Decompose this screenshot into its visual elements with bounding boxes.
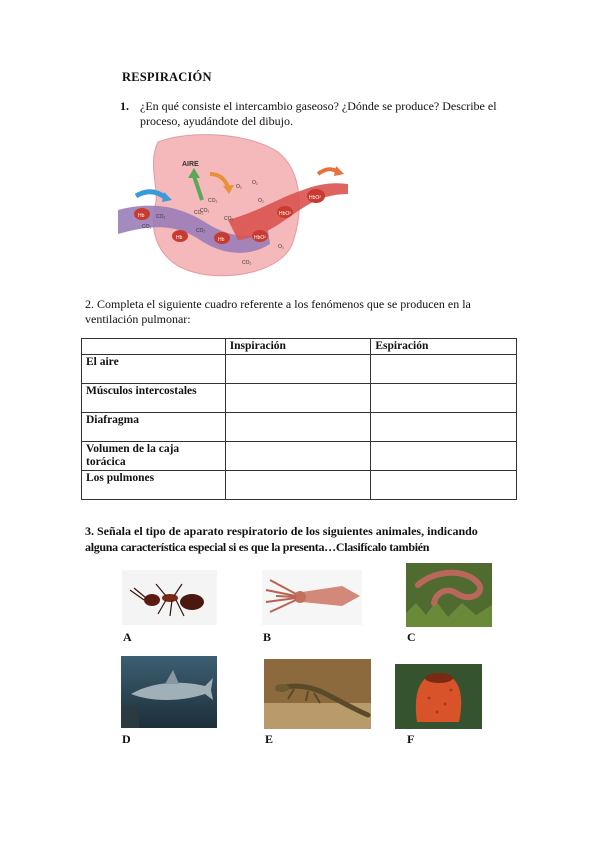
o2-label: O₂	[236, 184, 242, 190]
answer-cell[interactable]	[225, 471, 371, 500]
aire-label: AIRE	[182, 161, 199, 168]
animal-label-f: F	[407, 732, 415, 746]
question-3-line-1: 3. Señala el tipo de aparato respiratorio de los siguientes animales, indicando	[85, 524, 478, 538]
squid-photo	[262, 570, 362, 625]
table-row	[82, 442, 517, 471]
animal-label-d: D	[122, 732, 131, 746]
table-header-cell: Espiración	[371, 339, 517, 355]
answer-cell[interactable]	[371, 442, 517, 471]
co2-label: CO₂	[194, 210, 204, 216]
ant-photo	[122, 570, 217, 625]
question-2-text: 2. Completa el siguiente cuadro referente a los fenómenos que se producen en la ventilación pulmonar:	[85, 297, 471, 326]
answer-cell[interactable]	[225, 442, 371, 471]
table-header-row	[82, 339, 517, 355]
row-label: Músculos intercostales	[82, 384, 226, 413]
blood-out-arrowhead	[334, 166, 344, 176]
question-3-line-2: alguna característica especial si es que la presenta…Clasifícalo también	[85, 540, 430, 554]
row-label: Volumen de la caja torácica	[82, 442, 226, 471]
co2-label: CO₂	[142, 224, 152, 230]
table-row	[82, 355, 517, 384]
co2-label: CO₂	[200, 208, 210, 214]
ventilation-table	[81, 338, 517, 500]
question-1-text: ¿En qué consiste el intercambio gaseoso? ¿Dónde se produce? Describe el proceso, ayudándote del dibujo.	[140, 99, 497, 128]
co2-label: CO₂	[224, 216, 234, 222]
co2-label: CO₂	[242, 260, 252, 266]
co2-label: CO₂	[156, 214, 166, 220]
table-row	[82, 471, 517, 500]
blood-in-arrow	[136, 192, 166, 198]
animal-label-b: B	[263, 630, 272, 644]
hbo2-label: HbO²	[254, 235, 266, 241]
o2-label: O₂	[258, 198, 264, 204]
page-title: RESPIRACIÓN	[122, 70, 212, 84]
answer-cell[interactable]	[225, 413, 371, 442]
table-row	[82, 384, 517, 413]
answer-cell[interactable]	[225, 384, 371, 413]
gas-exchange-diagram	[118, 132, 350, 280]
co2-label: CO₂	[196, 228, 206, 234]
answer-cell[interactable]	[371, 384, 517, 413]
hb-label: Hb	[138, 213, 145, 219]
o2-label: O₂	[278, 244, 284, 250]
table-row	[82, 413, 517, 442]
question-1-number: 1.	[120, 99, 129, 113]
animal-label-c: C	[407, 630, 416, 644]
lizard-photo	[264, 659, 371, 729]
earthworm-photo	[406, 563, 492, 627]
shark-photo	[121, 656, 217, 728]
table-header-cell	[82, 339, 226, 355]
row-label: El aire	[82, 355, 226, 384]
answer-cell[interactable]	[371, 413, 517, 442]
question-3-text	[85, 523, 517, 555]
sponge-photo	[395, 664, 482, 729]
animal-label-e: E	[265, 732, 274, 746]
table-header-cell: Inspiración	[225, 339, 371, 355]
co2-label: CO₂	[208, 198, 218, 204]
row-label: Los pulmones	[82, 471, 226, 500]
animal-label-a: A	[123, 630, 132, 644]
hbo2-label: HbO²	[309, 195, 321, 201]
hb-label: Hb	[176, 235, 183, 241]
hbo2-label: HbO²	[279, 211, 291, 217]
o2-label: O₂	[252, 180, 258, 186]
row-label: Diafragma	[82, 413, 226, 442]
answer-cell[interactable]	[371, 471, 517, 500]
hb-label: Hb	[218, 237, 225, 243]
answer-cell[interactable]	[225, 355, 371, 384]
answer-cell[interactable]	[371, 355, 517, 384]
